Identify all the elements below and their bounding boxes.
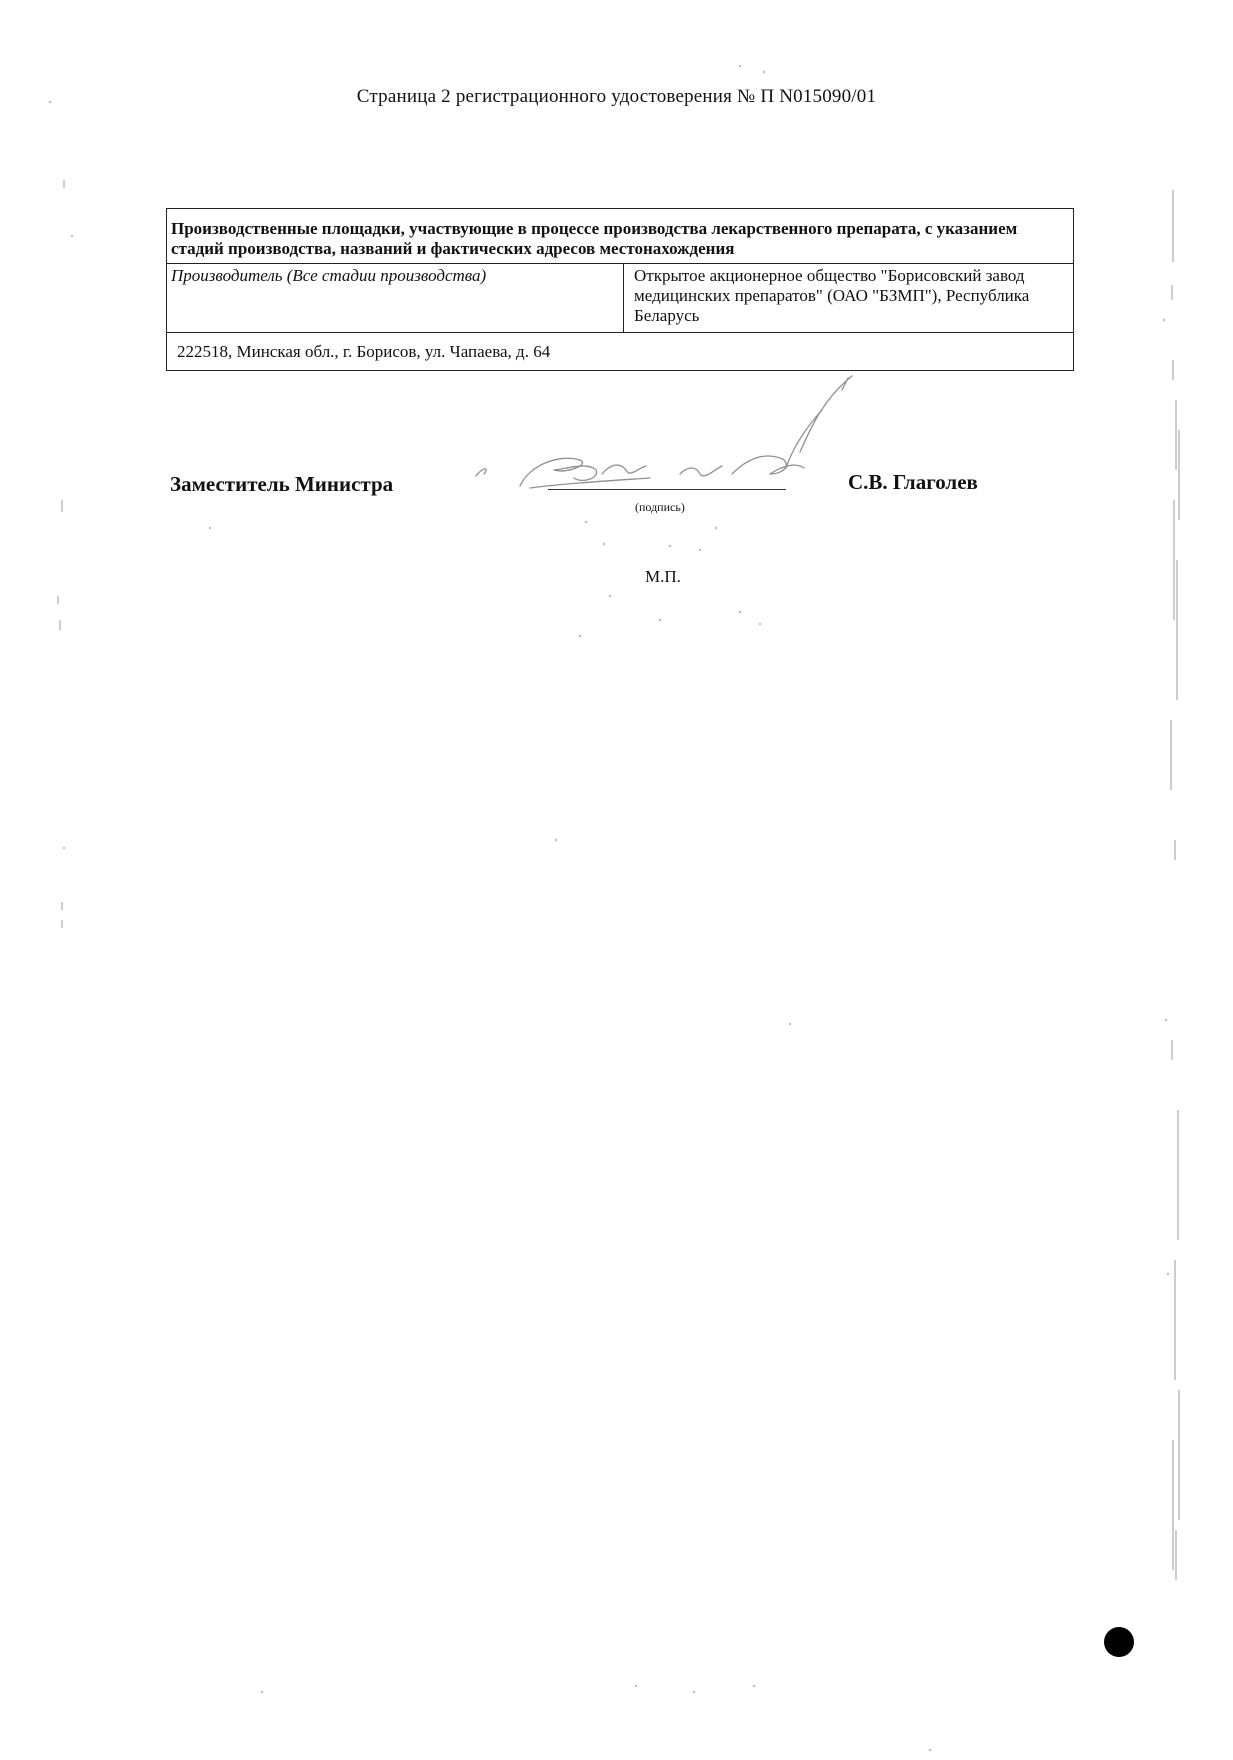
manufacturer-address-cell: 222518, Минская обл., г. Борисов, ул. Чапаева, д. 64	[167, 333, 1074, 371]
seal-mark: М.П.	[645, 567, 681, 586]
manufacturer-role-cell: Производитель (Все стадии производства)	[167, 264, 624, 333]
table-heading: Производственные площадки, участвующие в процессе производства лекарственного препарата, с указанием стадий производства, названий и фактических адресов местонахождения	[167, 209, 1074, 264]
manufacturer-name-cell: Открытое акционерное общество "Борисовский завод медицинских препаратов" (ОАО "БЗМП"), Республика Беларусь	[624, 264, 1074, 333]
signer-name: С.В. Глаголев	[848, 470, 978, 494]
signer-position: Заместитель Министра	[170, 472, 394, 496]
page-header: Страница 2 регистрационного удостоверения № П N015090/01	[356, 86, 877, 107]
scan-dot	[1104, 1627, 1134, 1657]
signature-caption: (подпись)	[635, 500, 685, 514]
